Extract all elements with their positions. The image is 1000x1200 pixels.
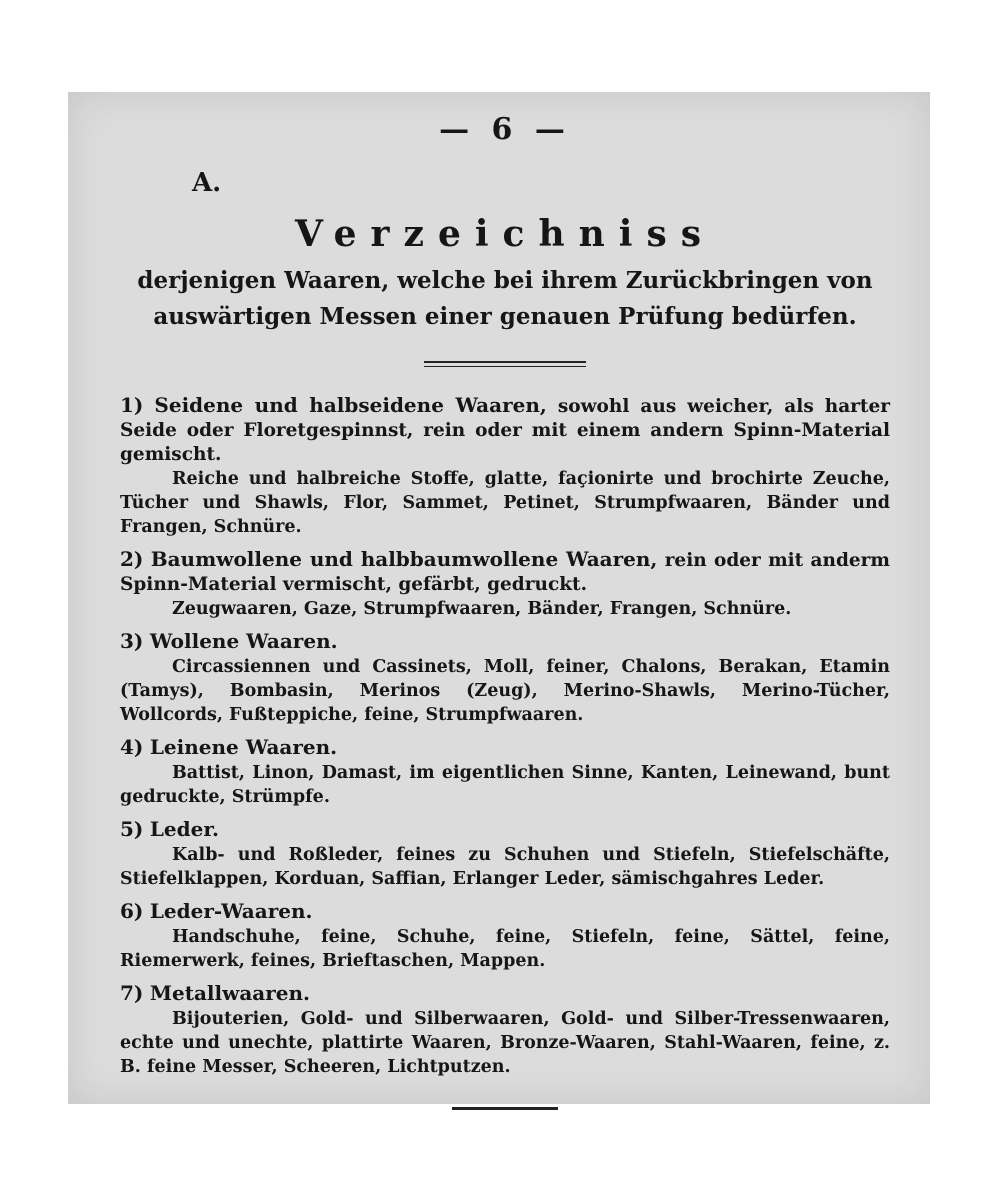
page-number: — 6 — [439,112,571,147]
item-number: 3) [120,629,144,653]
item-heading [120,547,890,597]
item-category: Metallwaaren. [149,981,310,1005]
item-examples: Bijouterien, Gold- und Silberwaaren, Gold- und Silber-Tressenwaaren, echte und unechte, plattirte Waaren, Bronze-Waaren, Stahl-Waaren, feine, z. B. feine Messer, Scheeren, Lichtputzen. [120,1009,890,1077]
item-detail: sowohl aus weicher, als harter Seide oder Floretgespinnst, rein oder mit einem andern Spinn-Material gemischt. [120,396,890,465]
item-examples: Reiche und halbreiche Stoffe, glatte, façionirte und brochirte Zeuche, Tücher und Shawls, Flor, Sammet, Petinet, Strumpfwaaren, Bänder und Frangen, Schnüre. [120,469,890,537]
item-heading [120,981,890,1007]
item-category: Leder. [149,817,220,841]
item-number: 4) [120,735,144,759]
list-item [120,629,890,727]
page-content [120,112,890,1110]
item-examples: Battist, Linon, Damast, im eigentlichen Sinne, Kanten, Leinewand, bunt gedruckte, Strümpfe. [120,763,890,807]
item-category: Wollene Waaren. [149,629,338,653]
list-item [120,735,890,809]
item-heading [120,817,890,843]
page-subtitle: derjenigen Waaren, welche bei ihrem Zurückbringen von auswärtigen Messen einer genauen Prüfung bedürfen. [137,267,873,330]
list-item [120,899,890,973]
item-detail: rein oder mit anderm Spinn-Material vermischt, gefärbt, gedruckt. [120,550,890,595]
item-examples: Kalb- und Roßleder, feines zu Schuhen und Stiefeln, Stiefelschäfte, Stiefelklappen, Korduan, Saffian, Erlanger Leder, sämischgahres Leder. [120,845,890,889]
item-heading [120,735,890,761]
item-category: Seidene und halbseidene Waaren, [154,393,547,417]
item-category: Leder-Waaren. [149,899,313,923]
item-heading [120,393,890,467]
item-number: 1) [120,393,144,417]
item-number: 5) [120,817,144,841]
list-item [120,981,890,1079]
list-item [120,393,890,539]
end-divider [452,1107,558,1110]
section-letter: A. [192,168,222,198]
title-divider [424,361,586,367]
item-heading [120,629,890,655]
item-number: 2) [120,547,144,571]
item-category: Leinene Waaren. [149,735,338,759]
item-category: Baumwollene und halbbaumwollene Waaren, [150,547,658,571]
item-number: 7) [120,981,144,1005]
item-number: 6) [120,899,144,923]
item-examples: Zeugwaaren, Gaze, Strumpfwaaren, Bänder, Frangen, Schnüre. [172,599,792,619]
list-item [120,817,890,891]
list-item [120,547,890,621]
page-title: Verzeichniss [295,213,715,255]
item-examples: Handschuhe, feine, Schuhe, feine, Stiefeln, feine, Sättel, feine, Riemerwerk, feines, Brieftaschen, Mappen. [120,927,890,971]
item-examples: Circassiennen und Cassinets, Moll, feiner, Chalons, Berakan, Etamin (Tamys), Bombasin, Merinos (Zeug), Merino-Shawls, Merino-Tücher, Wollcords, Fußteppiche, feine, Strumpfwaaren. [120,657,890,725]
item-heading [120,899,890,925]
